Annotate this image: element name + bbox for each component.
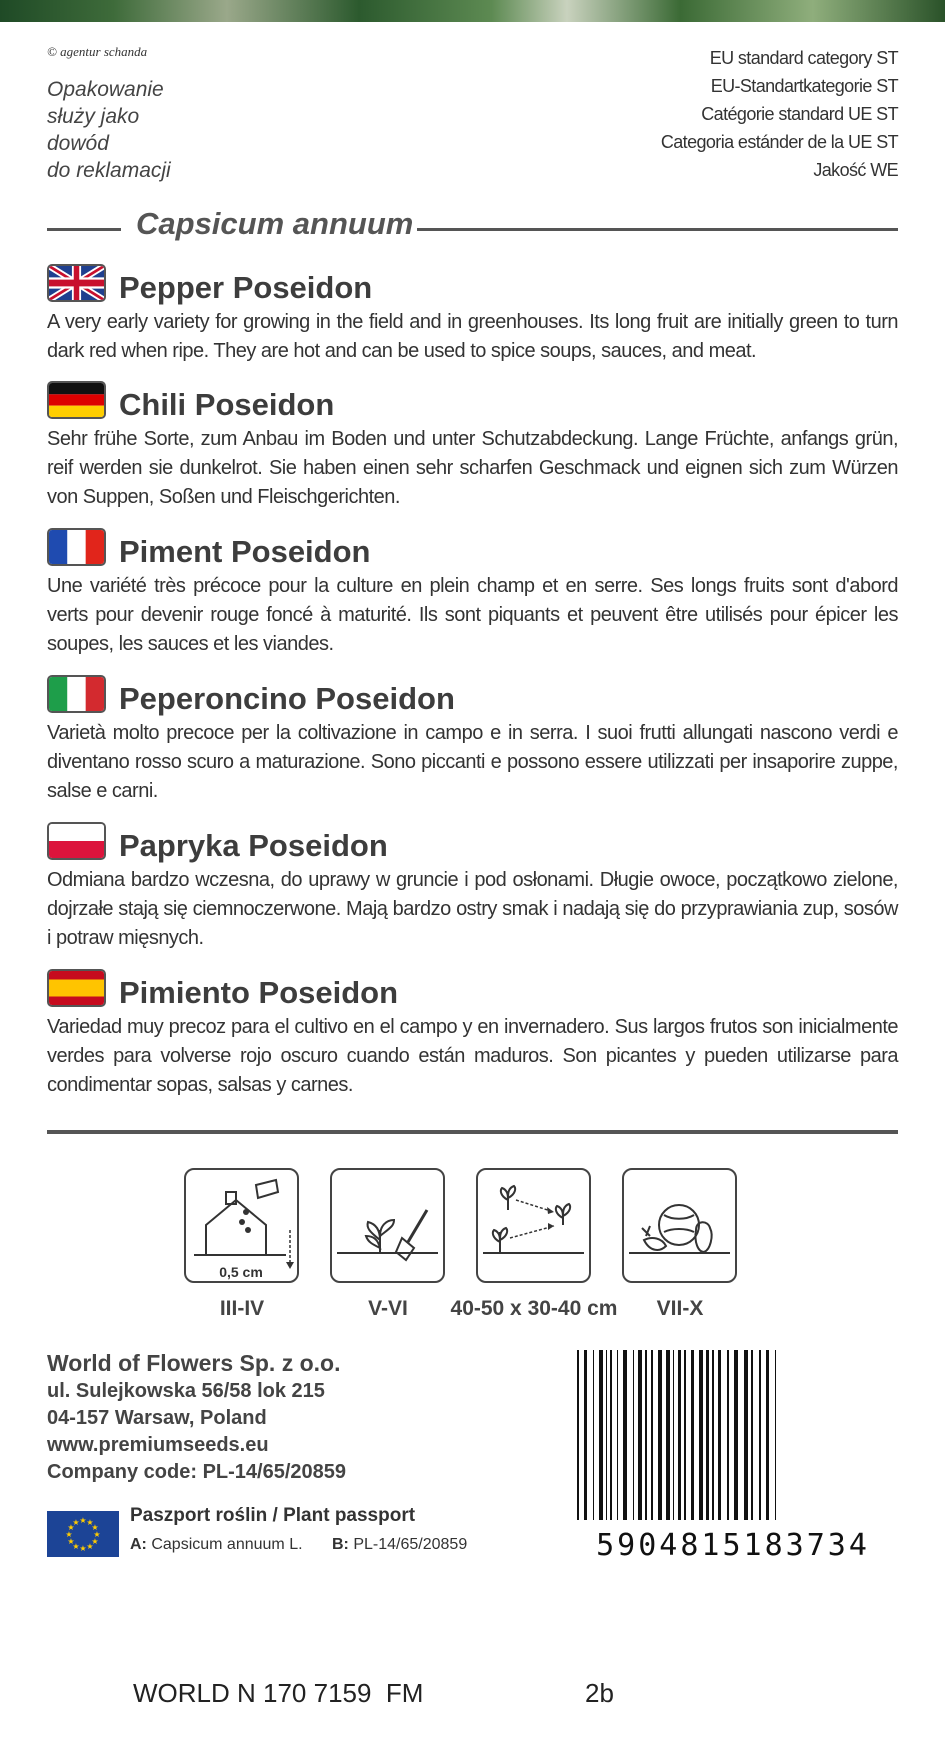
barcode-bar <box>593 1350 594 1520</box>
barcode-bar <box>651 1350 653 1520</box>
section-text: Varietà molto precoce per la coltivazione in campo e in serra. I suoi frutti allungati nascono verdi e diventano rosso scuro a maturazione. Sono piccanti e possono essere utilizzati per insaporire zuppe, salse e carni. <box>47 722 898 802</box>
complaint-line: dowód <box>47 132 109 155</box>
latin-name-row <box>47 206 898 250</box>
barcode-bar <box>775 1350 776 1520</box>
complaint-line: do reklamacji <box>47 159 171 182</box>
barcode-bar <box>599 1350 603 1520</box>
header-photo-strip <box>0 0 945 22</box>
divider <box>417 228 898 231</box>
barcode-bar <box>727 1350 729 1520</box>
barcode-bar <box>638 1350 642 1520</box>
company-code: Company code: PL-14/65/20859 <box>47 1461 347 1483</box>
plant-passport <box>47 1505 527 1555</box>
barcode-bar <box>584 1350 587 1520</box>
svg-text:★: ★ <box>72 1542 80 1551</box>
section-text: Sehr frühe Sorte, zum Anbau im Boden und unter Schutzabdeckung. Lange Früchte, anfangs grün, reif werden sie dunkelrot. Sie haben einen sehr scharfen Geschmack und eignen sich zum Würzen von Suppen, Soßen und Fleischgerichten. <box>47 428 898 508</box>
complaint-line: Opakowanie <box>47 78 164 101</box>
svg-text:★: ★ <box>91 1537 99 1546</box>
eu-category-line: Catégorie standard UE ST <box>701 104 898 124</box>
latin-name: Capsicum annuum <box>136 206 414 241</box>
barcode-bar <box>751 1350 753 1520</box>
spacing-label: 40-50 x 30-40 cm <box>450 1297 618 1320</box>
svg-text:★: ★ <box>79 1544 87 1553</box>
eu-category-line: EU standard category ST <box>709 48 898 68</box>
barcode-bar <box>633 1350 634 1520</box>
passport-title: Paszport roślin / Plant passport <box>130 1505 416 1526</box>
spacing-icon <box>476 1168 591 1283</box>
uk-flag-icon <box>47 264 106 302</box>
harvest-period-label: VII-X <box>656 1297 704 1320</box>
planting-period-label: V-VI <box>368 1297 408 1320</box>
barcode-bar <box>645 1350 647 1520</box>
passport-b-label: B: <box>332 1536 349 1553</box>
barcode-bar <box>759 1350 761 1520</box>
section-title: Chili Poseidon <box>119 387 335 422</box>
copyright-notice: © agentur schanda <box>47 44 148 59</box>
company-address-line: ul. Sulejkowska 56/58 lok 215 <box>47 1380 325 1402</box>
svg-text:★: ★ <box>86 1542 94 1551</box>
polish-flag-icon <box>47 822 106 860</box>
complaint-line: służy jako <box>47 105 140 128</box>
svg-text:★: ★ <box>67 1523 75 1532</box>
italian-flag-icon <box>47 675 106 713</box>
footer-page-number: 2b <box>585 1678 614 1708</box>
barcode-bar <box>678 1350 681 1520</box>
section-title: Pimiento Poseidon <box>119 975 399 1010</box>
company-website: www.premiumseeds.eu <box>47 1434 269 1456</box>
planting-out-icon <box>330 1168 445 1283</box>
eu-category-line: EU-Standartkategorie ST <box>710 76 898 96</box>
svg-text:★: ★ <box>91 1523 99 1532</box>
barcode-bar <box>712 1350 714 1520</box>
passport-species <box>130 1536 303 1554</box>
barcode-bar <box>718 1350 721 1520</box>
barcode-digits: 5904815183734 <box>596 1528 870 1560</box>
barcode-bar <box>666 1350 670 1520</box>
eu-category-line: Categoria estánder de la UE ST <box>660 132 898 152</box>
barcode-bar <box>766 1350 769 1520</box>
sowing-indoors-icon <box>184 1168 299 1283</box>
complaint-note <box>47 76 207 184</box>
section-text: Une variété très précoce pour la culture en plein champ et en serre. Ses longs fruits sont d'abord verts pour devenir rouge foncé à maturité. Ils sont piquants et peuvent être utilisés pour épicer les soupes, les sauces et les viandes. <box>47 575 898 655</box>
barcode-bars <box>577 1350 776 1520</box>
company-address-line: 04-157 Warsaw, Poland <box>47 1407 267 1429</box>
passport-a-value: Capsicum annuum L. <box>151 1536 303 1553</box>
section-title: Pepper Poseidon <box>119 270 373 305</box>
section-text: Odmiana bardzo wczesna, do uprawy w gruncie i pod osłonami. Długie owoce, początkowo zielone, dojrzałe stają się ciemnoczerwone. Mają bardzo ostry smak i nadają się do przyprawiania zup, sosów i potraw mięsnych. <box>47 869 898 949</box>
barcode-bar <box>744 1350 748 1520</box>
barcode-bar <box>577 1350 579 1520</box>
eu-category-line: Jakość WE <box>813 160 898 180</box>
sowing-period-label: III-IV <box>219 1297 265 1320</box>
barcode <box>573 1350 893 1560</box>
barcode-bar <box>684 1350 686 1520</box>
company-name: World of Flowers Sp. z o.o. <box>47 1350 341 1376</box>
section-text: Variedad muy precoz para el cultivo en el campo y en invernadero. Sus largos frutos son inicialmente verdes para volverse rojo oscuro cuando están maduros. Son picantes y pueden utilizarse para condimentar sopas, salsas y carnes. <box>47 1016 898 1096</box>
barcode-bar <box>617 1350 618 1520</box>
barcode-bar <box>673 1350 674 1520</box>
divider <box>47 1130 898 1134</box>
section-text: A very early variety for growing in the field and in greenhouses. Its long fruit are initially green to turn dark red when ripe. They are hot and can be used to spice soups, sauces, and meat. <box>47 311 898 362</box>
company-info <box>47 1348 346 1486</box>
passport-registration <box>332 1536 467 1554</box>
barcode-bar <box>623 1350 627 1520</box>
barcode-bar <box>610 1350 612 1520</box>
section-title: Peperoncino Poseidon <box>119 681 455 716</box>
german-flag-icon <box>47 381 106 419</box>
passport-a-label: A: <box>130 1536 147 1553</box>
footer-product-code: WORLD N 170 7159 FM <box>133 1678 424 1708</box>
sowing-depth-label: 0,5 cm <box>219 1264 263 1280</box>
eu-category-list <box>661 44 898 184</box>
passport-b-value: PL-14/65/20859 <box>353 1536 468 1553</box>
spanish-flag-icon <box>47 969 106 1007</box>
barcode-bar <box>658 1350 662 1520</box>
eu-flag-icon <box>47 1511 119 1557</box>
svg-text:★: ★ <box>79 1516 87 1525</box>
section-title: Papryka Poseidon <box>119 828 388 863</box>
french-flag-icon <box>47 528 106 566</box>
svg-text:★: ★ <box>72 1518 80 1527</box>
svg-text:★: ★ <box>65 1530 73 1539</box>
barcode-bar <box>691 1350 694 1520</box>
barcode-bar <box>699 1350 703 1520</box>
svg-text:★: ★ <box>86 1518 94 1527</box>
barcode-bar <box>606 1350 607 1520</box>
divider <box>47 228 121 231</box>
harvest-icon <box>622 1168 737 1283</box>
svg-text:★: ★ <box>93 1530 101 1539</box>
barcode-bar <box>706 1350 709 1520</box>
section-title: Piment Poseidon <box>119 534 371 569</box>
svg-text:★: ★ <box>67 1537 75 1546</box>
barcode-graphic <box>573 1350 893 1560</box>
barcode-bar <box>734 1350 738 1520</box>
